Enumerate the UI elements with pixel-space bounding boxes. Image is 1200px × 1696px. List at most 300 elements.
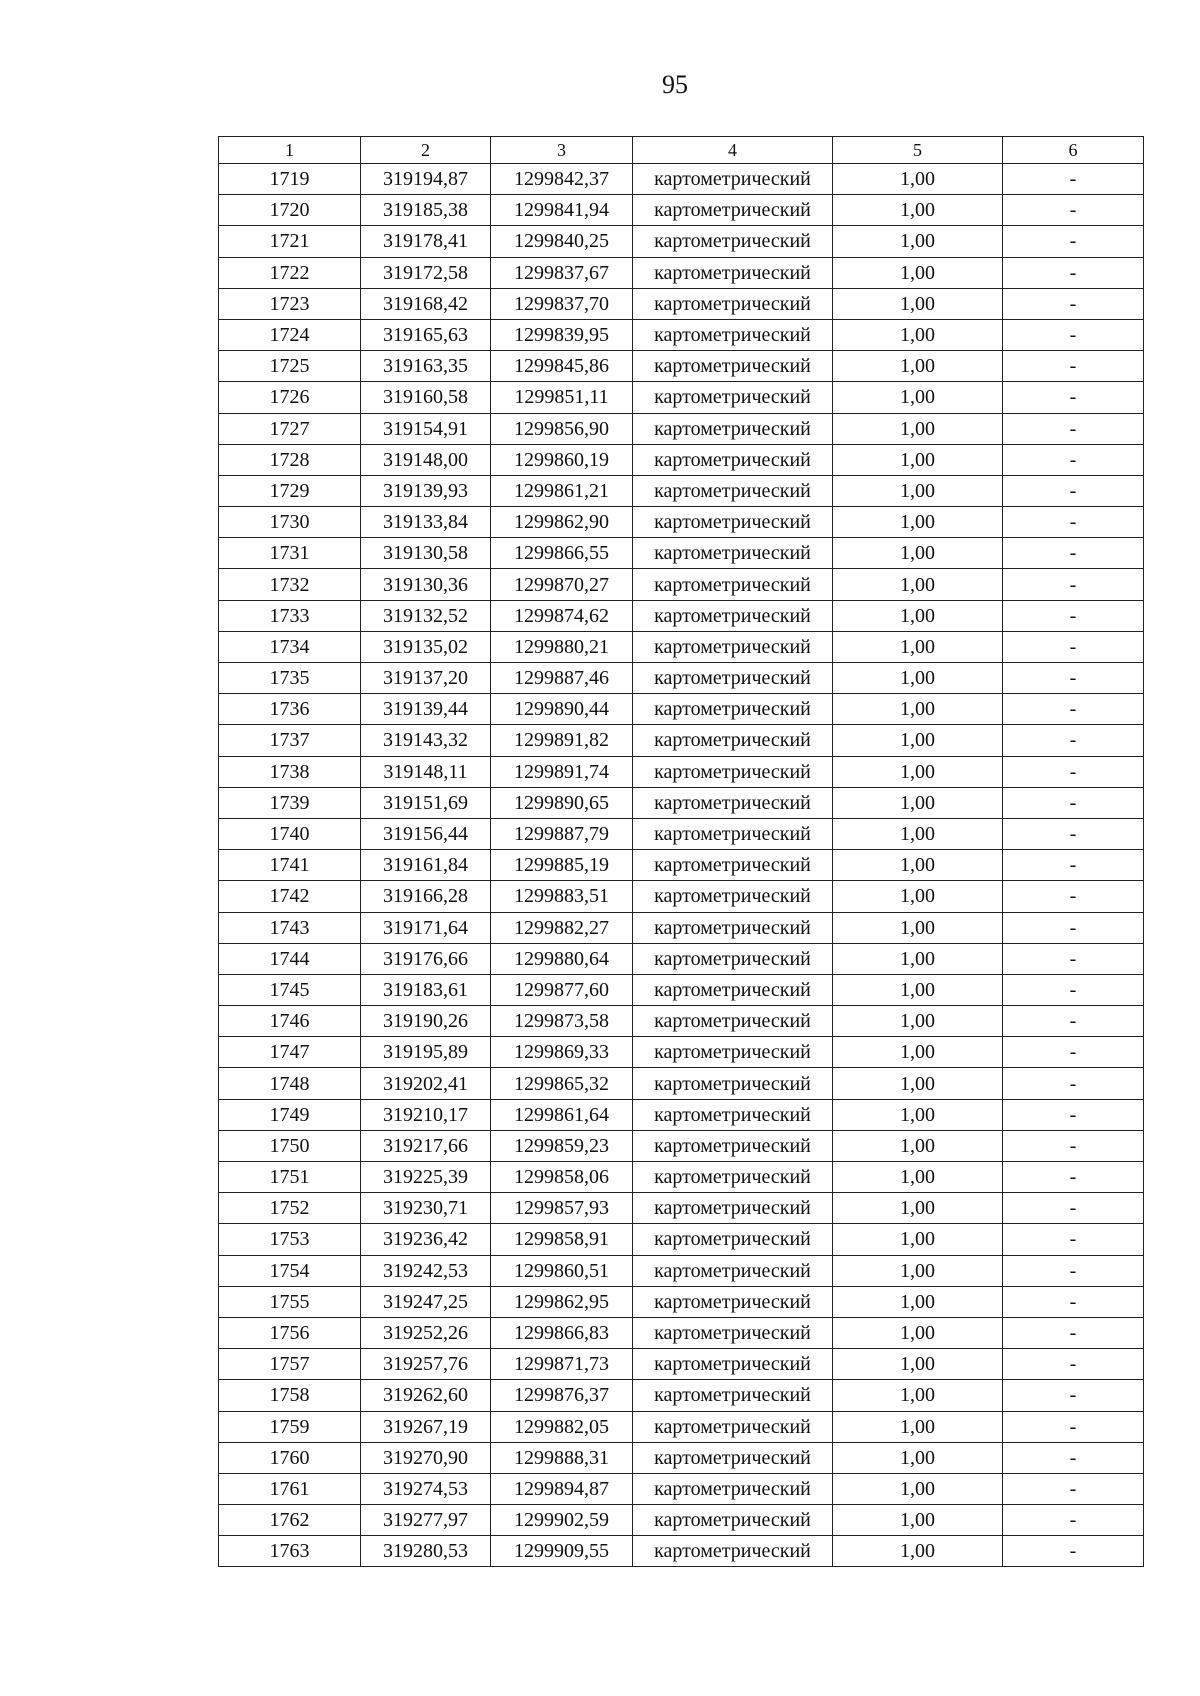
header-row bbox=[219, 137, 1144, 164]
description-cell: - bbox=[1003, 1411, 1144, 1442]
table-row bbox=[219, 1505, 1144, 1536]
description-cell: - bbox=[1003, 1162, 1144, 1193]
x-coordinate-cell: 319139,93 bbox=[361, 475, 491, 506]
table-row bbox=[219, 569, 1144, 600]
point-number-cell: 1739 bbox=[219, 787, 361, 818]
method-cell: картометрический bbox=[633, 1130, 833, 1161]
table-row bbox=[219, 912, 1144, 943]
method-cell: картометрический bbox=[633, 1099, 833, 1130]
description-cell: - bbox=[1003, 1286, 1144, 1317]
y-coordinate-cell: 1299866,83 bbox=[491, 1317, 633, 1348]
method-cell: картометрический bbox=[633, 881, 833, 912]
x-coordinate-cell: 319194,87 bbox=[361, 164, 491, 195]
method-cell: картометрический bbox=[633, 756, 833, 787]
description-cell: - bbox=[1003, 538, 1144, 569]
point-number-cell: 1756 bbox=[219, 1317, 361, 1348]
accuracy-cell: 1,00 bbox=[833, 382, 1003, 413]
y-coordinate-cell: 1299857,93 bbox=[491, 1193, 633, 1224]
y-coordinate-cell: 1299870,27 bbox=[491, 569, 633, 600]
table-row bbox=[219, 1130, 1144, 1161]
table-row bbox=[219, 319, 1144, 350]
description-cell: - bbox=[1003, 663, 1144, 694]
table-row bbox=[219, 1068, 1144, 1099]
description-cell: - bbox=[1003, 756, 1144, 787]
x-coordinate-cell: 319242,53 bbox=[361, 1255, 491, 1286]
point-number-cell: 1753 bbox=[219, 1224, 361, 1255]
method-cell: картометрический bbox=[633, 538, 833, 569]
x-coordinate-cell: 319168,42 bbox=[361, 288, 491, 319]
table-row bbox=[219, 195, 1144, 226]
description-cell: - bbox=[1003, 507, 1144, 538]
x-coordinate-cell: 319132,52 bbox=[361, 600, 491, 631]
point-number-cell: 1746 bbox=[219, 1006, 361, 1037]
accuracy-cell: 1,00 bbox=[833, 475, 1003, 506]
accuracy-cell: 1,00 bbox=[833, 351, 1003, 382]
point-number-cell: 1740 bbox=[219, 818, 361, 849]
point-number-cell: 1737 bbox=[219, 725, 361, 756]
method-cell: картометрический bbox=[633, 319, 833, 350]
accuracy-cell: 1,00 bbox=[833, 1286, 1003, 1317]
accuracy-cell: 1,00 bbox=[833, 787, 1003, 818]
column-header: 4 bbox=[633, 137, 833, 164]
y-coordinate-cell: 1299860,19 bbox=[491, 444, 633, 475]
point-number-cell: 1752 bbox=[219, 1193, 361, 1224]
table-row bbox=[219, 288, 1144, 319]
description-cell: - bbox=[1003, 1349, 1144, 1380]
y-coordinate-cell: 1299887,46 bbox=[491, 663, 633, 694]
table-row bbox=[219, 1349, 1144, 1380]
y-coordinate-cell: 1299902,59 bbox=[491, 1505, 633, 1536]
method-cell: картометрический bbox=[633, 787, 833, 818]
accuracy-cell: 1,00 bbox=[833, 663, 1003, 694]
accuracy-cell: 1,00 bbox=[833, 1536, 1003, 1567]
accuracy-cell: 1,00 bbox=[833, 1380, 1003, 1411]
column-header: 6 bbox=[1003, 137, 1144, 164]
description-cell: - bbox=[1003, 725, 1144, 756]
method-cell: картометрический bbox=[633, 257, 833, 288]
point-number-cell: 1736 bbox=[219, 694, 361, 725]
table-row bbox=[219, 1255, 1144, 1286]
table-row bbox=[219, 1473, 1144, 1504]
table-row bbox=[219, 1037, 1144, 1068]
x-coordinate-cell: 319252,26 bbox=[361, 1317, 491, 1348]
method-cell: картометрический bbox=[633, 1411, 833, 1442]
point-number-cell: 1721 bbox=[219, 226, 361, 257]
y-coordinate-cell: 1299862,90 bbox=[491, 507, 633, 538]
y-coordinate-cell: 1299871,73 bbox=[491, 1349, 633, 1380]
description-cell: - bbox=[1003, 1006, 1144, 1037]
y-coordinate-cell: 1299890,44 bbox=[491, 694, 633, 725]
accuracy-cell: 1,00 bbox=[833, 507, 1003, 538]
accuracy-cell: 1,00 bbox=[833, 1006, 1003, 1037]
table-row bbox=[219, 1411, 1144, 1442]
point-number-cell: 1733 bbox=[219, 600, 361, 631]
table-row bbox=[219, 1193, 1144, 1224]
accuracy-cell: 1,00 bbox=[833, 444, 1003, 475]
point-number-cell: 1751 bbox=[219, 1162, 361, 1193]
y-coordinate-cell: 1299888,31 bbox=[491, 1442, 633, 1473]
x-coordinate-cell: 319161,84 bbox=[361, 850, 491, 881]
point-number-cell: 1759 bbox=[219, 1411, 361, 1442]
method-cell: картометрический bbox=[633, 1255, 833, 1286]
table-row bbox=[219, 1162, 1144, 1193]
table-row bbox=[219, 787, 1144, 818]
x-coordinate-cell: 319217,66 bbox=[361, 1130, 491, 1161]
x-coordinate-cell: 319210,17 bbox=[361, 1099, 491, 1130]
description-cell: - bbox=[1003, 1193, 1144, 1224]
method-cell: картометрический bbox=[633, 818, 833, 849]
description-cell: - bbox=[1003, 881, 1144, 912]
point-number-cell: 1750 bbox=[219, 1130, 361, 1161]
column-header: 1 bbox=[219, 137, 361, 164]
method-cell: картометрический bbox=[633, 1317, 833, 1348]
point-number-cell: 1754 bbox=[219, 1255, 361, 1286]
accuracy-cell: 1,00 bbox=[833, 288, 1003, 319]
method-cell: картометрический bbox=[633, 725, 833, 756]
description-cell: - bbox=[1003, 912, 1144, 943]
point-number-cell: 1726 bbox=[219, 382, 361, 413]
accuracy-cell: 1,00 bbox=[833, 1068, 1003, 1099]
y-coordinate-cell: 1299880,64 bbox=[491, 943, 633, 974]
accuracy-cell: 1,00 bbox=[833, 818, 1003, 849]
table-row bbox=[219, 600, 1144, 631]
x-coordinate-cell: 319230,71 bbox=[361, 1193, 491, 1224]
accuracy-cell: 1,00 bbox=[833, 850, 1003, 881]
y-coordinate-cell: 1299856,90 bbox=[491, 413, 633, 444]
table-row bbox=[219, 1099, 1144, 1130]
y-coordinate-cell: 1299874,62 bbox=[491, 600, 633, 631]
point-number-cell: 1730 bbox=[219, 507, 361, 538]
point-number-cell: 1729 bbox=[219, 475, 361, 506]
table-row bbox=[219, 756, 1144, 787]
description-cell: - bbox=[1003, 195, 1144, 226]
table-row bbox=[219, 694, 1144, 725]
description-cell: - bbox=[1003, 1255, 1144, 1286]
accuracy-cell: 1,00 bbox=[833, 881, 1003, 912]
y-coordinate-cell: 1299841,94 bbox=[491, 195, 633, 226]
y-coordinate-cell: 1299894,87 bbox=[491, 1473, 633, 1504]
coordinates-table bbox=[218, 136, 1144, 1567]
accuracy-cell: 1,00 bbox=[833, 257, 1003, 288]
y-coordinate-cell: 1299877,60 bbox=[491, 974, 633, 1005]
y-coordinate-cell: 1299891,82 bbox=[491, 725, 633, 756]
point-number-cell: 1749 bbox=[219, 1099, 361, 1130]
method-cell: картометрический bbox=[633, 1286, 833, 1317]
table-row bbox=[219, 725, 1144, 756]
description-cell: - bbox=[1003, 257, 1144, 288]
method-cell: картометрический bbox=[633, 631, 833, 662]
accuracy-cell: 1,00 bbox=[833, 1099, 1003, 1130]
method-cell: картометрический bbox=[633, 382, 833, 413]
description-cell: - bbox=[1003, 382, 1144, 413]
x-coordinate-cell: 319172,58 bbox=[361, 257, 491, 288]
accuracy-cell: 1,00 bbox=[833, 600, 1003, 631]
point-number-cell: 1734 bbox=[219, 631, 361, 662]
table-row bbox=[219, 475, 1144, 506]
method-cell: картометрический bbox=[633, 1193, 833, 1224]
y-coordinate-cell: 1299861,64 bbox=[491, 1099, 633, 1130]
point-number-cell: 1763 bbox=[219, 1536, 361, 1567]
x-coordinate-cell: 319274,53 bbox=[361, 1473, 491, 1504]
x-coordinate-cell: 319165,63 bbox=[361, 319, 491, 350]
x-coordinate-cell: 319130,36 bbox=[361, 569, 491, 600]
method-cell: картометрический bbox=[633, 1536, 833, 1567]
method-cell: картометрический bbox=[633, 1006, 833, 1037]
point-number-cell: 1719 bbox=[219, 164, 361, 195]
point-number-cell: 1760 bbox=[219, 1442, 361, 1473]
x-coordinate-cell: 319183,61 bbox=[361, 974, 491, 1005]
column-header: 3 bbox=[491, 137, 633, 164]
x-coordinate-cell: 319267,19 bbox=[361, 1411, 491, 1442]
accuracy-cell: 1,00 bbox=[833, 1442, 1003, 1473]
description-cell: - bbox=[1003, 1380, 1144, 1411]
x-coordinate-cell: 319270,90 bbox=[361, 1442, 491, 1473]
table-row bbox=[219, 257, 1144, 288]
description-cell: - bbox=[1003, 1224, 1144, 1255]
description-cell: - bbox=[1003, 1068, 1144, 1099]
accuracy-cell: 1,00 bbox=[833, 725, 1003, 756]
method-cell: картометрический bbox=[633, 1224, 833, 1255]
accuracy-cell: 1,00 bbox=[833, 943, 1003, 974]
point-number-cell: 1738 bbox=[219, 756, 361, 787]
x-coordinate-cell: 319133,84 bbox=[361, 507, 491, 538]
method-cell: картометрический bbox=[633, 288, 833, 319]
method-cell: картометрический bbox=[633, 1037, 833, 1068]
column-header: 5 bbox=[833, 137, 1003, 164]
description-cell: - bbox=[1003, 226, 1144, 257]
table-row bbox=[219, 1224, 1144, 1255]
table-row bbox=[219, 818, 1144, 849]
x-coordinate-cell: 319171,64 bbox=[361, 912, 491, 943]
description-cell: - bbox=[1003, 288, 1144, 319]
y-coordinate-cell: 1299845,86 bbox=[491, 351, 633, 382]
table-row bbox=[219, 1442, 1144, 1473]
y-coordinate-cell: 1299865,32 bbox=[491, 1068, 633, 1099]
x-coordinate-cell: 319160,58 bbox=[361, 382, 491, 413]
point-number-cell: 1723 bbox=[219, 288, 361, 319]
description-cell: - bbox=[1003, 850, 1144, 881]
accuracy-cell: 1,00 bbox=[833, 538, 1003, 569]
y-coordinate-cell: 1299909,55 bbox=[491, 1536, 633, 1567]
table-row bbox=[219, 1380, 1144, 1411]
x-coordinate-cell: 319236,42 bbox=[361, 1224, 491, 1255]
method-cell: картометрический bbox=[633, 912, 833, 943]
table-row bbox=[219, 507, 1144, 538]
column-header: 2 bbox=[361, 137, 491, 164]
point-number-cell: 1722 bbox=[219, 257, 361, 288]
accuracy-cell: 1,00 bbox=[833, 226, 1003, 257]
description-cell: - bbox=[1003, 694, 1144, 725]
point-number-cell: 1732 bbox=[219, 569, 361, 600]
description-cell: - bbox=[1003, 351, 1144, 382]
description-cell: - bbox=[1003, 569, 1144, 600]
description-cell: - bbox=[1003, 1130, 1144, 1161]
description-cell: - bbox=[1003, 1536, 1144, 1567]
y-coordinate-cell: 1299876,37 bbox=[491, 1380, 633, 1411]
accuracy-cell: 1,00 bbox=[833, 1349, 1003, 1380]
table-row bbox=[219, 538, 1144, 569]
x-coordinate-cell: 319280,53 bbox=[361, 1536, 491, 1567]
x-coordinate-cell: 319277,97 bbox=[361, 1505, 491, 1536]
description-cell: - bbox=[1003, 1099, 1144, 1130]
description-cell: - bbox=[1003, 1037, 1144, 1068]
x-coordinate-cell: 319130,58 bbox=[361, 538, 491, 569]
point-number-cell: 1720 bbox=[219, 195, 361, 226]
x-coordinate-cell: 319135,02 bbox=[361, 631, 491, 662]
table-row bbox=[219, 382, 1144, 413]
x-coordinate-cell: 319143,32 bbox=[361, 725, 491, 756]
method-cell: картометрический bbox=[633, 507, 833, 538]
description-cell: - bbox=[1003, 600, 1144, 631]
x-coordinate-cell: 319139,44 bbox=[361, 694, 491, 725]
table-header bbox=[219, 137, 1144, 164]
accuracy-cell: 1,00 bbox=[833, 1130, 1003, 1161]
table-row bbox=[219, 881, 1144, 912]
method-cell: картометрический bbox=[633, 1380, 833, 1411]
method-cell: картометрический bbox=[633, 850, 833, 881]
x-coordinate-cell: 319247,25 bbox=[361, 1286, 491, 1317]
y-coordinate-cell: 1299842,37 bbox=[491, 164, 633, 195]
y-coordinate-cell: 1299890,65 bbox=[491, 787, 633, 818]
table-row bbox=[219, 164, 1144, 195]
y-coordinate-cell: 1299839,95 bbox=[491, 319, 633, 350]
description-cell: - bbox=[1003, 1505, 1144, 1536]
point-number-cell: 1742 bbox=[219, 881, 361, 912]
y-coordinate-cell: 1299883,51 bbox=[491, 881, 633, 912]
x-coordinate-cell: 319176,66 bbox=[361, 943, 491, 974]
accuracy-cell: 1,00 bbox=[833, 319, 1003, 350]
table-row bbox=[219, 1536, 1144, 1567]
point-number-cell: 1725 bbox=[219, 351, 361, 382]
y-coordinate-cell: 1299861,21 bbox=[491, 475, 633, 506]
y-coordinate-cell: 1299885,19 bbox=[491, 850, 633, 881]
method-cell: картометрический bbox=[633, 475, 833, 506]
accuracy-cell: 1,00 bbox=[833, 1037, 1003, 1068]
x-coordinate-cell: 319257,76 bbox=[361, 1349, 491, 1380]
x-coordinate-cell: 319202,41 bbox=[361, 1068, 491, 1099]
point-number-cell: 1757 bbox=[219, 1349, 361, 1380]
description-cell: - bbox=[1003, 413, 1144, 444]
accuracy-cell: 1,00 bbox=[833, 912, 1003, 943]
method-cell: картометрический bbox=[633, 164, 833, 195]
accuracy-cell: 1,00 bbox=[833, 1473, 1003, 1504]
description-cell: - bbox=[1003, 1317, 1144, 1348]
point-number-cell: 1744 bbox=[219, 943, 361, 974]
x-coordinate-cell: 319262,60 bbox=[361, 1380, 491, 1411]
x-coordinate-cell: 319185,38 bbox=[361, 195, 491, 226]
description-cell: - bbox=[1003, 974, 1144, 1005]
y-coordinate-cell: 1299837,70 bbox=[491, 288, 633, 319]
y-coordinate-cell: 1299882,27 bbox=[491, 912, 633, 943]
description-cell: - bbox=[1003, 1442, 1144, 1473]
point-number-cell: 1747 bbox=[219, 1037, 361, 1068]
y-coordinate-cell: 1299887,79 bbox=[491, 818, 633, 849]
accuracy-cell: 1,00 bbox=[833, 569, 1003, 600]
point-number-cell: 1761 bbox=[219, 1473, 361, 1504]
y-coordinate-cell: 1299869,33 bbox=[491, 1037, 633, 1068]
method-cell: картометрический bbox=[633, 444, 833, 475]
point-number-cell: 1735 bbox=[219, 663, 361, 694]
method-cell: картометрический bbox=[633, 413, 833, 444]
page-number: 95 bbox=[662, 70, 688, 99]
x-coordinate-cell: 319156,44 bbox=[361, 818, 491, 849]
x-coordinate-cell: 319148,11 bbox=[361, 756, 491, 787]
accuracy-cell: 1,00 bbox=[833, 974, 1003, 1005]
description-cell: - bbox=[1003, 164, 1144, 195]
y-coordinate-cell: 1299860,51 bbox=[491, 1255, 633, 1286]
point-number-cell: 1727 bbox=[219, 413, 361, 444]
method-cell: картометрический bbox=[633, 1162, 833, 1193]
x-coordinate-cell: 319154,91 bbox=[361, 413, 491, 444]
y-coordinate-cell: 1299866,55 bbox=[491, 538, 633, 569]
method-cell: картометрический bbox=[633, 974, 833, 1005]
description-cell: - bbox=[1003, 631, 1144, 662]
accuracy-cell: 1,00 bbox=[833, 164, 1003, 195]
point-number-cell: 1748 bbox=[219, 1068, 361, 1099]
point-number-cell: 1724 bbox=[219, 319, 361, 350]
accuracy-cell: 1,00 bbox=[833, 195, 1003, 226]
method-cell: картометрический bbox=[633, 1442, 833, 1473]
table-row bbox=[219, 1286, 1144, 1317]
description-cell: - bbox=[1003, 943, 1144, 974]
x-coordinate-cell: 319225,39 bbox=[361, 1162, 491, 1193]
point-number-cell: 1755 bbox=[219, 1286, 361, 1317]
method-cell: картометрический bbox=[633, 226, 833, 257]
accuracy-cell: 1,00 bbox=[833, 756, 1003, 787]
y-coordinate-cell: 1299837,67 bbox=[491, 257, 633, 288]
description-cell: - bbox=[1003, 1473, 1144, 1504]
description-cell: - bbox=[1003, 787, 1144, 818]
accuracy-cell: 1,00 bbox=[833, 1255, 1003, 1286]
method-cell: картометрический bbox=[633, 1349, 833, 1380]
table-row bbox=[219, 351, 1144, 382]
method-cell: картометрический bbox=[633, 1068, 833, 1099]
accuracy-cell: 1,00 bbox=[833, 1224, 1003, 1255]
method-cell: картометрический bbox=[633, 943, 833, 974]
y-coordinate-cell: 1299858,06 bbox=[491, 1162, 633, 1193]
table-row bbox=[219, 850, 1144, 881]
point-number-cell: 1745 bbox=[219, 974, 361, 1005]
table-row bbox=[219, 663, 1144, 694]
accuracy-cell: 1,00 bbox=[833, 1162, 1003, 1193]
y-coordinate-cell: 1299862,95 bbox=[491, 1286, 633, 1317]
accuracy-cell: 1,00 bbox=[833, 1317, 1003, 1348]
point-number-cell: 1731 bbox=[219, 538, 361, 569]
table-row bbox=[219, 974, 1144, 1005]
y-coordinate-cell: 1299880,21 bbox=[491, 631, 633, 662]
description-cell: - bbox=[1003, 444, 1144, 475]
method-cell: картометрический bbox=[633, 1505, 833, 1536]
method-cell: картометрический bbox=[633, 195, 833, 226]
accuracy-cell: 1,00 bbox=[833, 1411, 1003, 1442]
table-row bbox=[219, 226, 1144, 257]
description-cell: - bbox=[1003, 475, 1144, 506]
table-row bbox=[219, 444, 1144, 475]
accuracy-cell: 1,00 bbox=[833, 1193, 1003, 1224]
method-cell: картометрический bbox=[633, 600, 833, 631]
x-coordinate-cell: 319190,26 bbox=[361, 1006, 491, 1037]
point-number-cell: 1728 bbox=[219, 444, 361, 475]
description-cell: - bbox=[1003, 818, 1144, 849]
accuracy-cell: 1,00 bbox=[833, 694, 1003, 725]
method-cell: картометрический bbox=[633, 694, 833, 725]
y-coordinate-cell: 1299859,23 bbox=[491, 1130, 633, 1161]
y-coordinate-cell: 1299840,25 bbox=[491, 226, 633, 257]
method-cell: картометрический bbox=[633, 663, 833, 694]
point-number-cell: 1762 bbox=[219, 1505, 361, 1536]
accuracy-cell: 1,00 bbox=[833, 631, 1003, 662]
table-row bbox=[219, 1006, 1144, 1037]
